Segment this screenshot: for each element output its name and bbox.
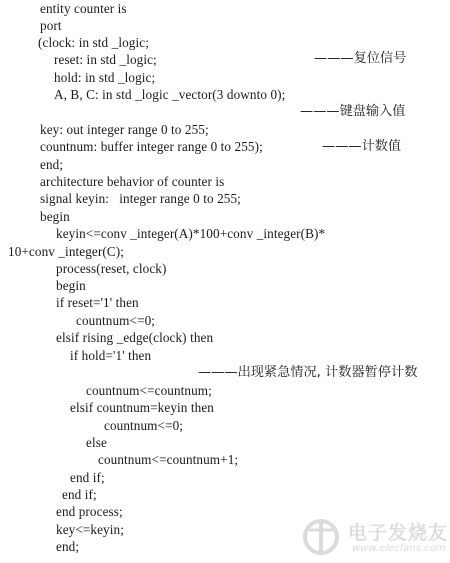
code-line: countnum<=countnum+1; bbox=[98, 452, 239, 467]
code-line: key: out integer range 0 to 255; bbox=[40, 122, 209, 137]
code-line: (clock: in std _logic; bbox=[38, 35, 149, 50]
code-line: begin bbox=[56, 278, 86, 293]
code-line: if reset='1' then bbox=[56, 295, 139, 310]
code-line: begin bbox=[40, 209, 70, 224]
comment-keyboard: ———键盘输入值 bbox=[300, 104, 406, 119]
code-line: end process; bbox=[56, 504, 123, 519]
watermark-logo bbox=[300, 516, 449, 558]
code-line: reset: in std _logic; bbox=[54, 52, 157, 67]
code-line: entity counter is bbox=[40, 1, 127, 16]
code-line: elsif countnum=keyin then bbox=[70, 400, 214, 415]
code-line: signal keyin: integer range 0 to 255; bbox=[40, 191, 241, 206]
watermark-url: www.elecfans.com bbox=[352, 543, 446, 554]
code-line: 10+conv _integer(C); bbox=[8, 244, 125, 259]
code-line: port bbox=[40, 18, 62, 33]
code-line: countnum: buffer integer range 0 to 255); bbox=[40, 139, 263, 154]
comment-count: ———计数值 bbox=[322, 139, 402, 154]
comment-pause: ———出现紧急情况, 计数器暂停计数 bbox=[198, 365, 418, 380]
code-line: process(reset, clock) bbox=[56, 261, 167, 276]
code-line: keyin<=conv _integer(A)*100+conv _integer(B)* bbox=[56, 226, 326, 241]
code-line: hold: in std _logic; bbox=[54, 70, 156, 85]
code-line: if hold='1' then bbox=[70, 348, 152, 363]
code-line: end if; bbox=[62, 487, 97, 502]
code-line: end; bbox=[56, 539, 80, 554]
code-line: key<=keyin; bbox=[56, 522, 124, 537]
code-line: A, B, C: in std _logic _vector(3 downto 0); bbox=[54, 87, 286, 102]
code-line: elsif rising _edge(clock) then bbox=[56, 330, 214, 345]
code-line: architecture behavior of counter is bbox=[40, 174, 225, 189]
code-line: countnum<=0; bbox=[76, 313, 156, 328]
watermark-icon bbox=[300, 516, 346, 556]
comment-reset: ———复位信号 bbox=[314, 51, 407, 66]
code-line: else bbox=[86, 435, 107, 450]
code-line: end if; bbox=[70, 470, 105, 485]
code-line: countnum<=countnum; bbox=[86, 383, 212, 398]
code-line: countnum<=0; bbox=[104, 418, 184, 433]
watermark-text: 电子发烧友 bbox=[348, 522, 449, 544]
code-line: end; bbox=[40, 157, 64, 172]
